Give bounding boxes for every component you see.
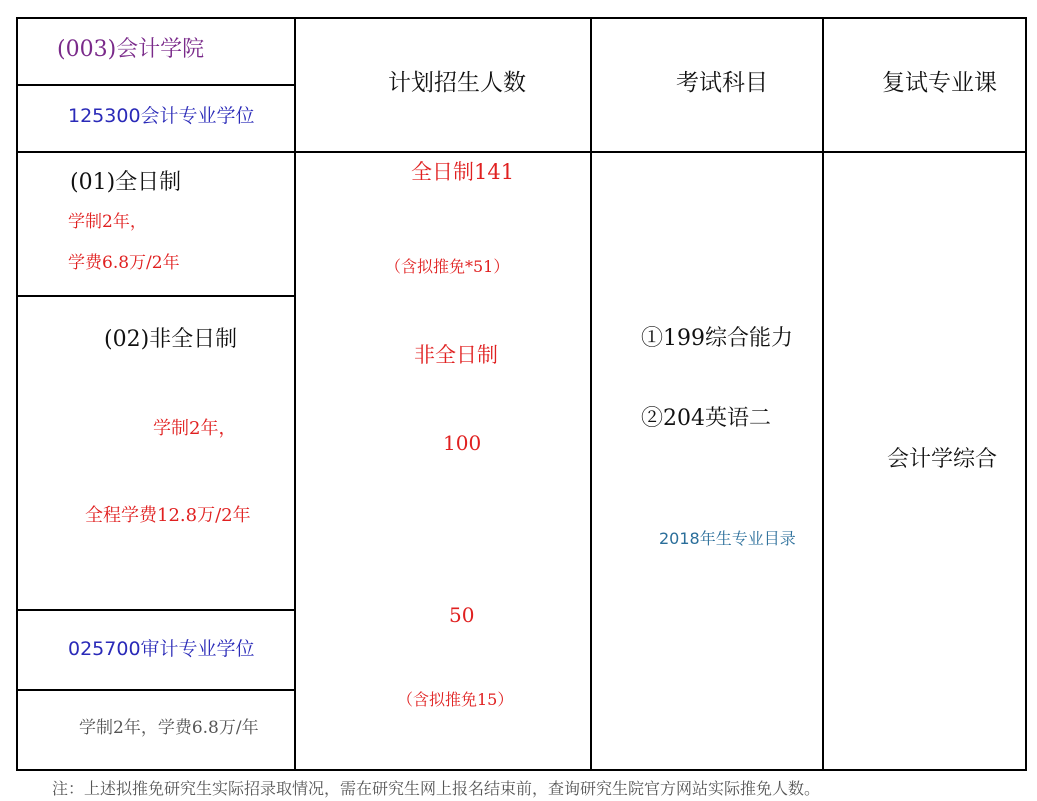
audit-fee: 学制2年，学费6.8万/年 xyxy=(79,718,259,738)
col-header-exam: 考试科目 xyxy=(676,70,768,96)
exam-subject-2: ②204英语二 xyxy=(641,406,771,431)
footnote: 注：上述拟推免研究生实际招录取情况，需在研究生网上报名结束前，查询研究生院官方网站实际推免人数。 xyxy=(52,779,821,798)
col-divider-plan xyxy=(294,17,296,771)
plan-audit-note: （含拟推免15） xyxy=(397,690,514,709)
plan-fulltime: 全日制141 xyxy=(411,160,515,184)
catalog-link[interactable]: 2018年生专业目录 xyxy=(659,529,796,548)
col-header-retest: 复试专业课 xyxy=(882,70,997,96)
row-divider-fulltime xyxy=(16,295,295,297)
retest-course: 会计学综合 xyxy=(887,447,998,472)
row-divider-audit xyxy=(16,689,295,691)
audit-degree: 025700审计专业学位 xyxy=(68,638,255,660)
plan-parttime-count: 100 xyxy=(443,431,482,455)
fulltime-years: 学制2年， xyxy=(68,212,147,232)
col-header-plan: 计划招生人数 xyxy=(388,70,526,96)
school-name: (003)会计学院 xyxy=(57,37,205,62)
plan-fulltime-note: （含拟推免*51） xyxy=(385,257,510,276)
fulltime-title: (01)全日制 xyxy=(70,170,182,195)
header-bottom-border xyxy=(16,151,1027,153)
table-top-border xyxy=(16,17,1027,19)
table-right-border xyxy=(1025,17,1027,771)
parttime-fee: 全程学费12.8万/2年 xyxy=(85,505,251,526)
table-left-border xyxy=(16,17,18,771)
row-divider-school xyxy=(16,84,295,86)
plan-parttime-label: 非全日制 xyxy=(414,343,498,367)
exam-subject-1: ①199综合能力 xyxy=(641,326,793,351)
col-divider-retest xyxy=(822,17,824,771)
row-divider-parttime xyxy=(16,609,295,611)
fulltime-fee: 学费6.8万/2年 xyxy=(68,253,180,273)
plan-audit-count: 50 xyxy=(449,603,475,627)
parttime-title: (02)非全日制 xyxy=(104,327,238,352)
table-bottom-border xyxy=(16,769,1027,771)
degree-accounting: 125300会计专业学位 xyxy=(68,105,255,127)
col-divider-exam xyxy=(590,17,592,771)
parttime-years: 学制2年， xyxy=(153,418,237,439)
